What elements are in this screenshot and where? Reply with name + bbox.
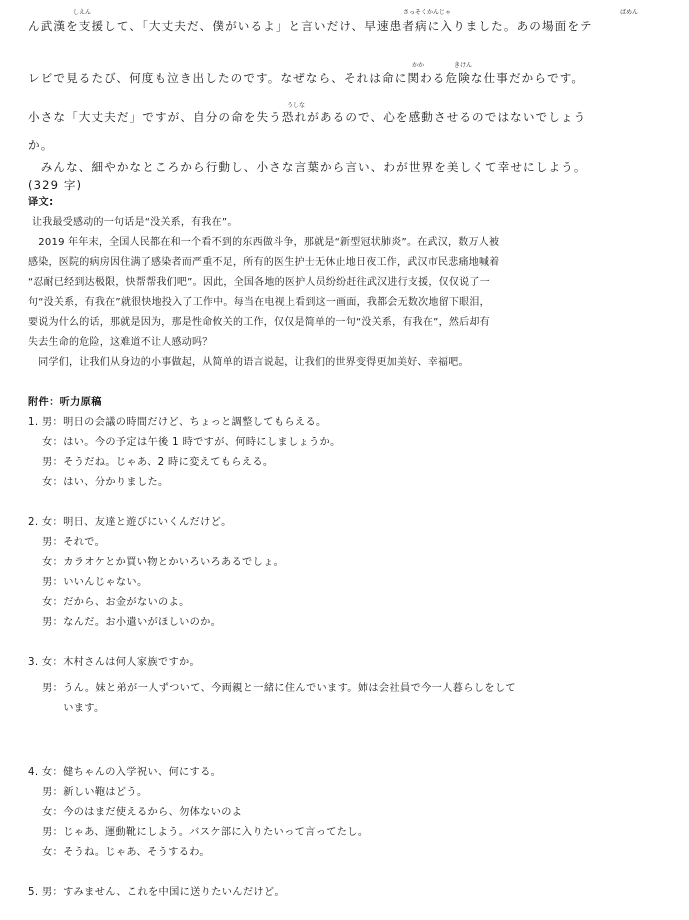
dialogue-line: 男：それで。 (28, 537, 106, 548)
translation-line: 同学们，让我们从身边的小事做起，从简单的语言说起，让我们的世界变得更加美好、幸福吧。 (28, 357, 469, 368)
dialogue-line: 4. 女：健ちゃんの入学祝い、何にする。 (28, 767, 222, 778)
dialogue-line: 女：はい。今の予定は午後 1 時ですが、何時にしましょうか。 (28, 437, 341, 448)
dialogue-line: 男：新しい鞄はどう。 (28, 787, 148, 798)
translation-line: 2019 年年末，全国人民都在和一个看不到的东西做斗争，那就是“新型冠状肺炎”。在武汉，数万人被 (28, 237, 500, 248)
dialogue-line: 女：カラオケとか買い物とかいろいろあるでしょ。 (28, 557, 285, 568)
dialogue-line: 男：そうだね。じゃあ、2 時に変えてもらえる。 (28, 457, 274, 468)
translation-line: 要说为什么的话，那就是因为，那是性命攸关的工作，仅仅是简单的一句“没关系，有我在”，然后却有 (28, 317, 490, 328)
essay-line: レビで見るたび、何度も泣き出したのです。なぜなら、それは命に関わる危険な仕事だからです。 (28, 71, 585, 85)
dialogue-line: 男：うん。妹と弟が一人ずついて、今両親と一緒に住んでいます。姉は会社員で今一人暮らしをして (28, 683, 516, 694)
dialogue-line: 1. 男：明日の会議の時間だけど、ちょっと調整してもらえる。 (28, 417, 327, 428)
translation-line: 感染，医院的病房因住满了感染者而严重不足，所有的医生护士无休止地日夜工作，武汉市民悲痛地喊着 (28, 257, 500, 268)
dialogue-line: 女：はい、分かりました。 (28, 477, 169, 488)
translation-line: 失去生命的危险，这难道不让人感动吗？ (28, 337, 213, 348)
dialogue-line: います。 (28, 703, 105, 714)
appendix-heading: 附件：听力原稿 (28, 397, 102, 408)
furigana-kaka: かか (412, 62, 425, 69)
dialogue-line: 女：そうね。じゃあ、そうするわ。 (28, 847, 210, 858)
furigana-kiken: きけん (454, 62, 473, 69)
translation-line: 让我最受感动的一句话是“没关系，有我在”。 (32, 217, 238, 228)
essay-line: ん武漢を支援して、「大丈夫だ、僕がいるよ」と言いだけ、早速患者病に入りました。あの場面をテ (28, 19, 593, 33)
essay-line: 小さな「大丈夫だ」ですが、自分の命を失う恐れがあるので、心を感動させるのではないでしょう (28, 110, 587, 124)
dialogue-line: 男：なんだ。お小遣いがほしいのか。 (28, 617, 222, 628)
furigana-sassoku-kanja: さっそくかんじゃ (403, 9, 452, 16)
furigana-ushina: うしな (287, 102, 306, 109)
dialogue-line: 男：いいんじゃない。 (28, 577, 148, 588)
translation-line: 句“没关系，有我在”就很快地投入了工作中。每当在电视上看到这一画面，我都会无数次地留下眼泪， (28, 297, 490, 308)
dialogue-line: 5. 男：すみません、これを中国に送りたいんだけど。 (28, 887, 285, 898)
essay-line: か。 (28, 138, 54, 152)
furigana-shien: しえん (73, 9, 92, 16)
translation-line: “忍耐已经到达极限，快帮帮我们吧”。因此，全国各地的医护人员纷纷赶往武汉进行支援，仅仅说了一 (28, 277, 490, 288)
dialogue-line: 女：今のはまだ使えるから、勿体ないのよ (28, 807, 243, 818)
furigana-bamen: ばめん (620, 9, 639, 16)
dialogue-line: 男：じゃあ、運動靴にしよう。バスケ部に入りたいって言ってたし。 (28, 827, 369, 838)
dialogue-line: 2. 女：明日、友達と遊びにいくんだけど。 (28, 517, 232, 528)
dialogue-line: 女：だから、お金がないのよ。 (28, 597, 190, 608)
dialogue-line: 3. 女：木村さんは何人家族ですか。 (28, 657, 201, 668)
translation-heading: 译文: (28, 197, 54, 208)
essay-line: みんな、細やかなところから行動し、小さな言葉から言い、わが世界を美しくて幸せにしよう。 (28, 160, 587, 174)
word-count: (329 字) (28, 178, 83, 192)
